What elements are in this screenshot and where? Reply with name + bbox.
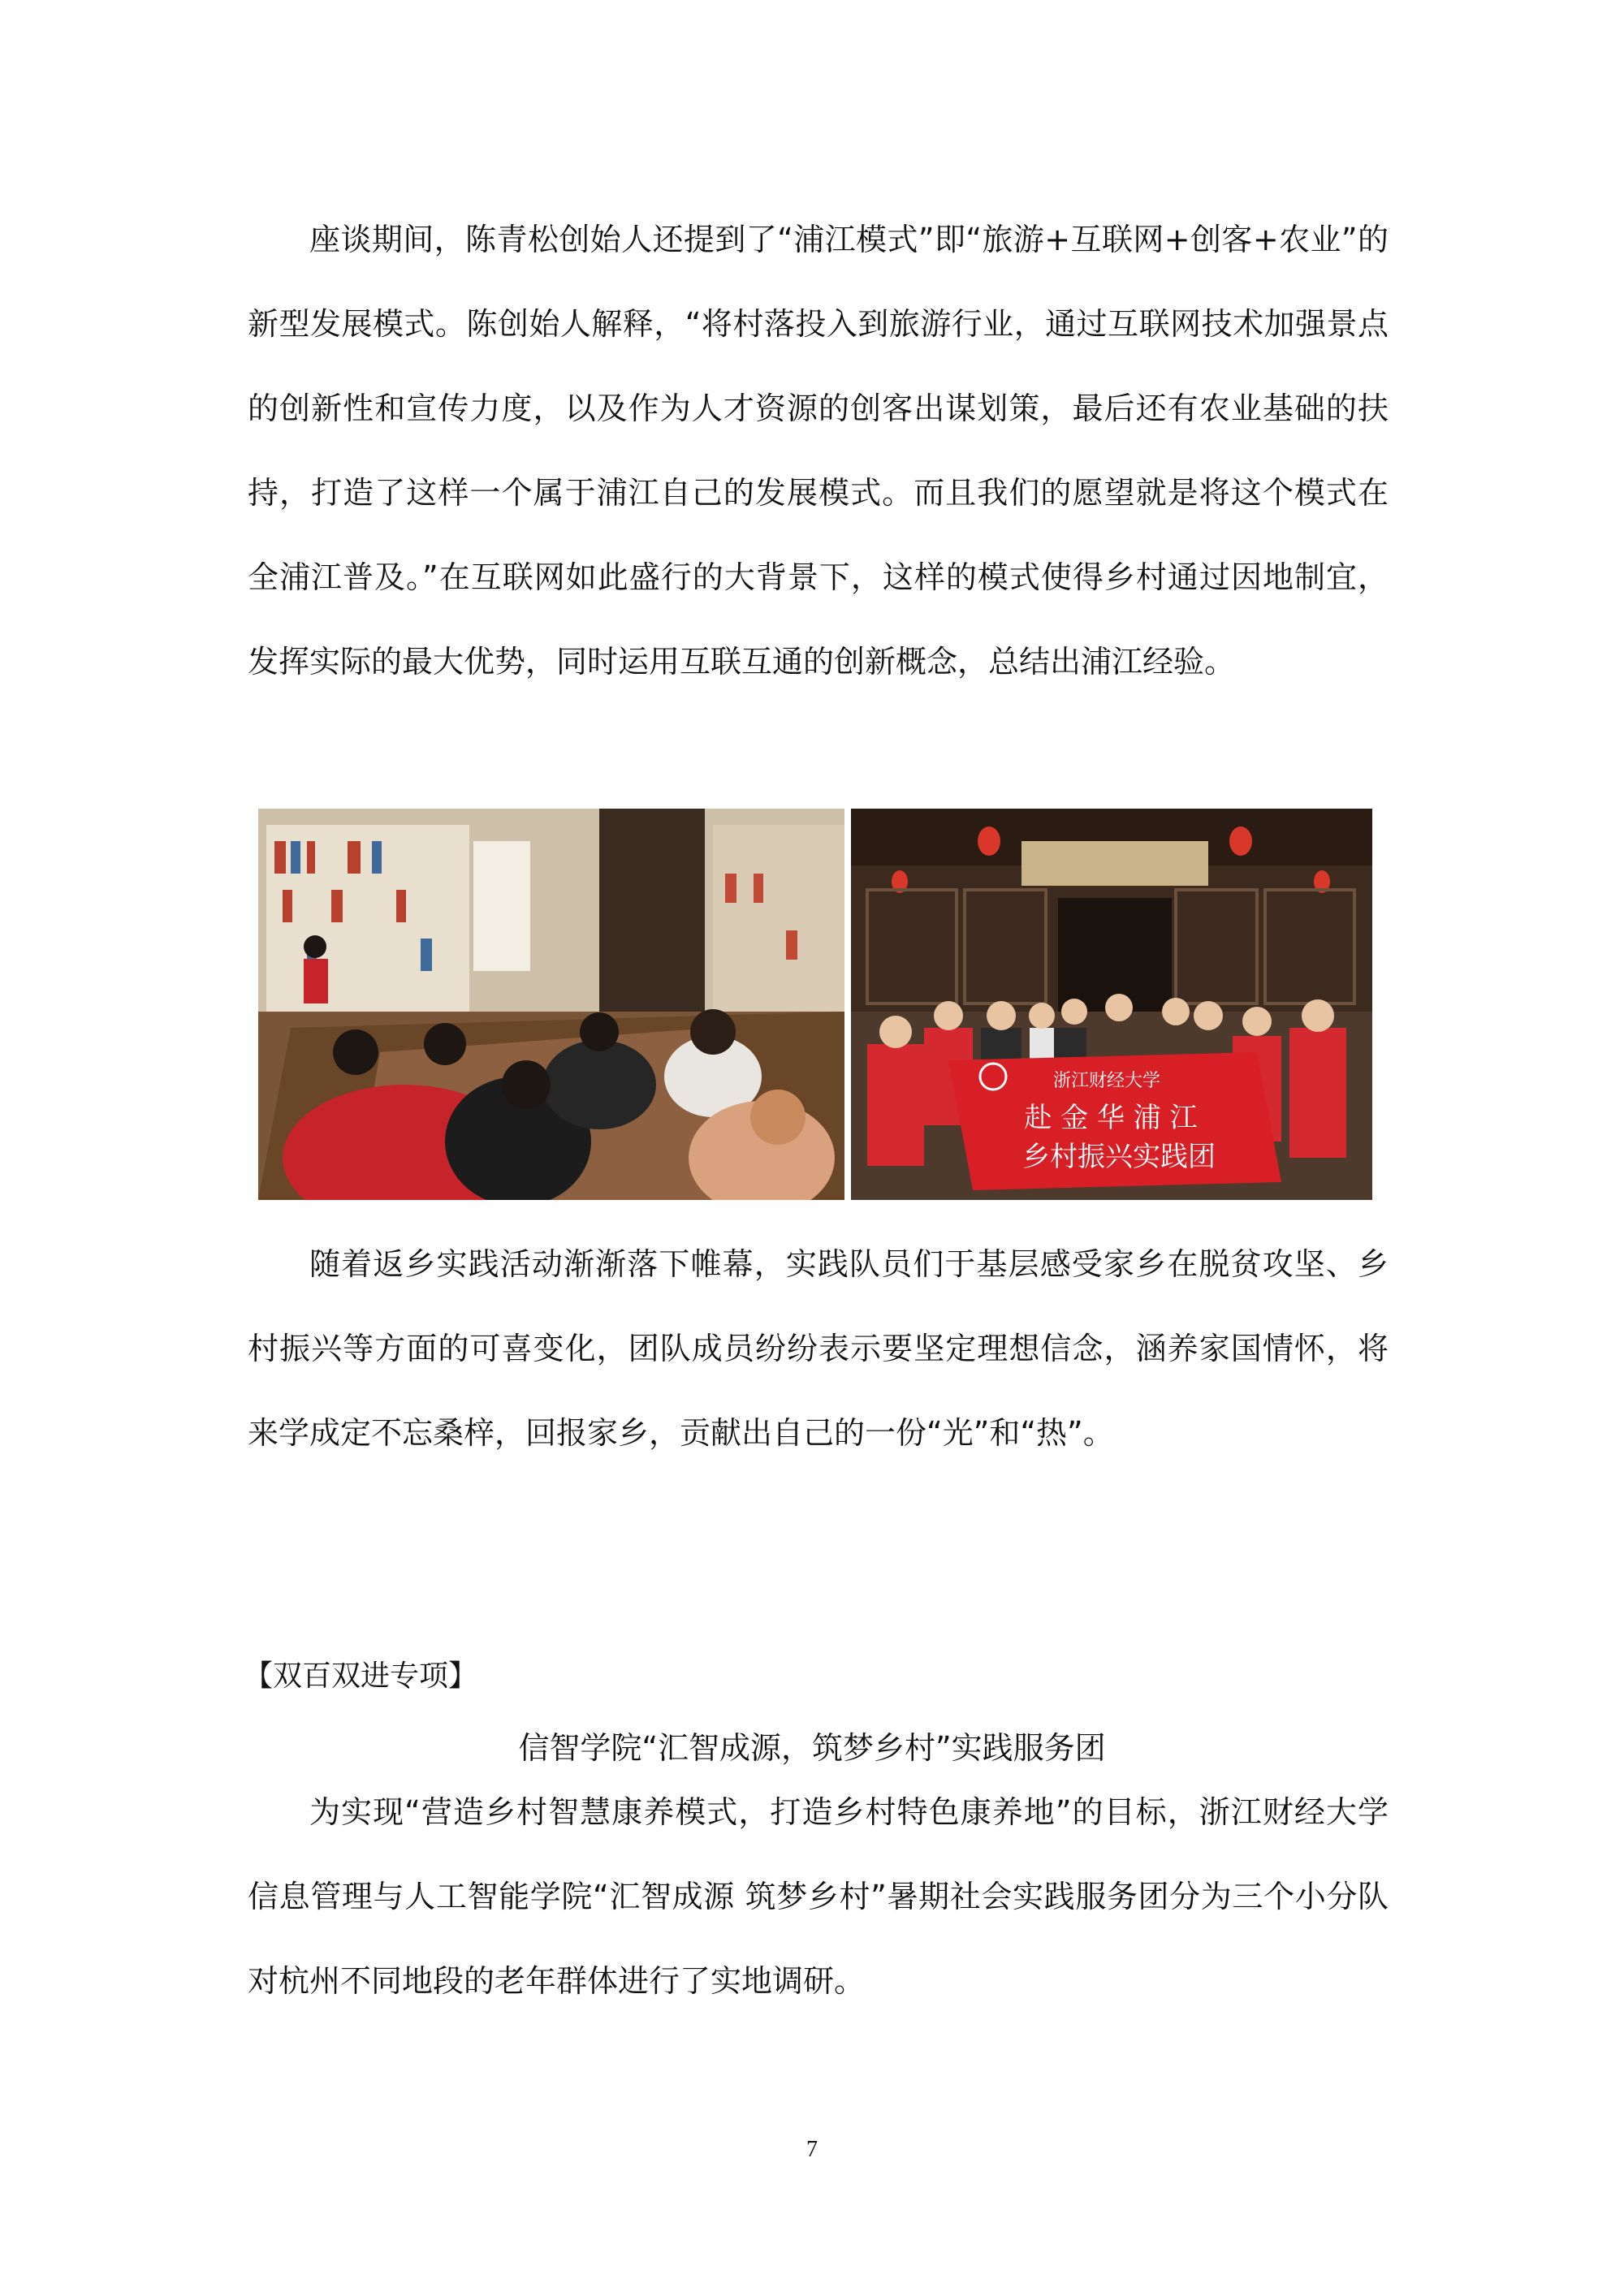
banner-text-3: 乡村振兴实践团 xyxy=(1022,1141,1216,1173)
section-title: 信智学院“汇智成源，筑梦乡村”实践服务团 xyxy=(518,1730,1106,1766)
group-photo-illustration xyxy=(851,809,1372,1200)
meeting-photo-illustration xyxy=(258,809,844,1200)
banner-text-2: 赴 金 华 浦 江 xyxy=(1024,1102,1198,1134)
paragraph-text: 座谈期间，陈青松创始人还提到了“浦江模式”即“旅游+互联网+创客+农业”的新型发展模式。陈创始人解释，“将村落投入到旅游行业，通过互联网技术加强景点的创新性和宣传力度，以及作为人才资源的创客出谋划策，最后还有农业基础的扶持，打造了这样一个属于浦江自己的发展模式。而且我们的愿望就是将这个模式在全浦江普及。”在互联网如此盛行的大背景下，这样的模式使得乡村通过因地制宜，发挥实际的最大优势，同时运用互联互通的创新概念，总结出浦江经验。 xyxy=(248,222,1389,680)
section-tag: 【双百双进专项】 xyxy=(244,1659,478,1693)
body-paragraph-2 xyxy=(248,1222,1389,1475)
body-paragraph-1 xyxy=(248,197,1389,704)
meeting-photo xyxy=(258,809,844,1200)
photo-row xyxy=(258,809,1379,1200)
group-photo xyxy=(851,809,1372,1200)
banner-text-1: 浙江财经大学 xyxy=(1052,1071,1161,1091)
body-paragraph-3 xyxy=(248,1770,1389,2023)
paragraph-text: 随着返乡实践活动渐渐落下帷幕，实践队员们于基层感受家乡在脱贫攻坚、乡村振兴等方面的可喜变化，团队成员纷纷表示要坚定理想信念，涵养家国情怀，将来学成定不忘桑梓，回报家乡，贡献出自己的一份“光”和“热”。 xyxy=(248,1246,1389,1451)
page-number: 7 xyxy=(806,2137,818,2162)
paragraph-text: 为实现“营造乡村智慧康养模式，打造乡村特色康养地”的目标，浙江财经大学信息管理与人工智能学院“汇智成源 筑梦乡村”暑期社会实践服务团分为三个小分队对杭州不同地段的老年群体进行了实地调研。 xyxy=(248,1794,1389,1999)
